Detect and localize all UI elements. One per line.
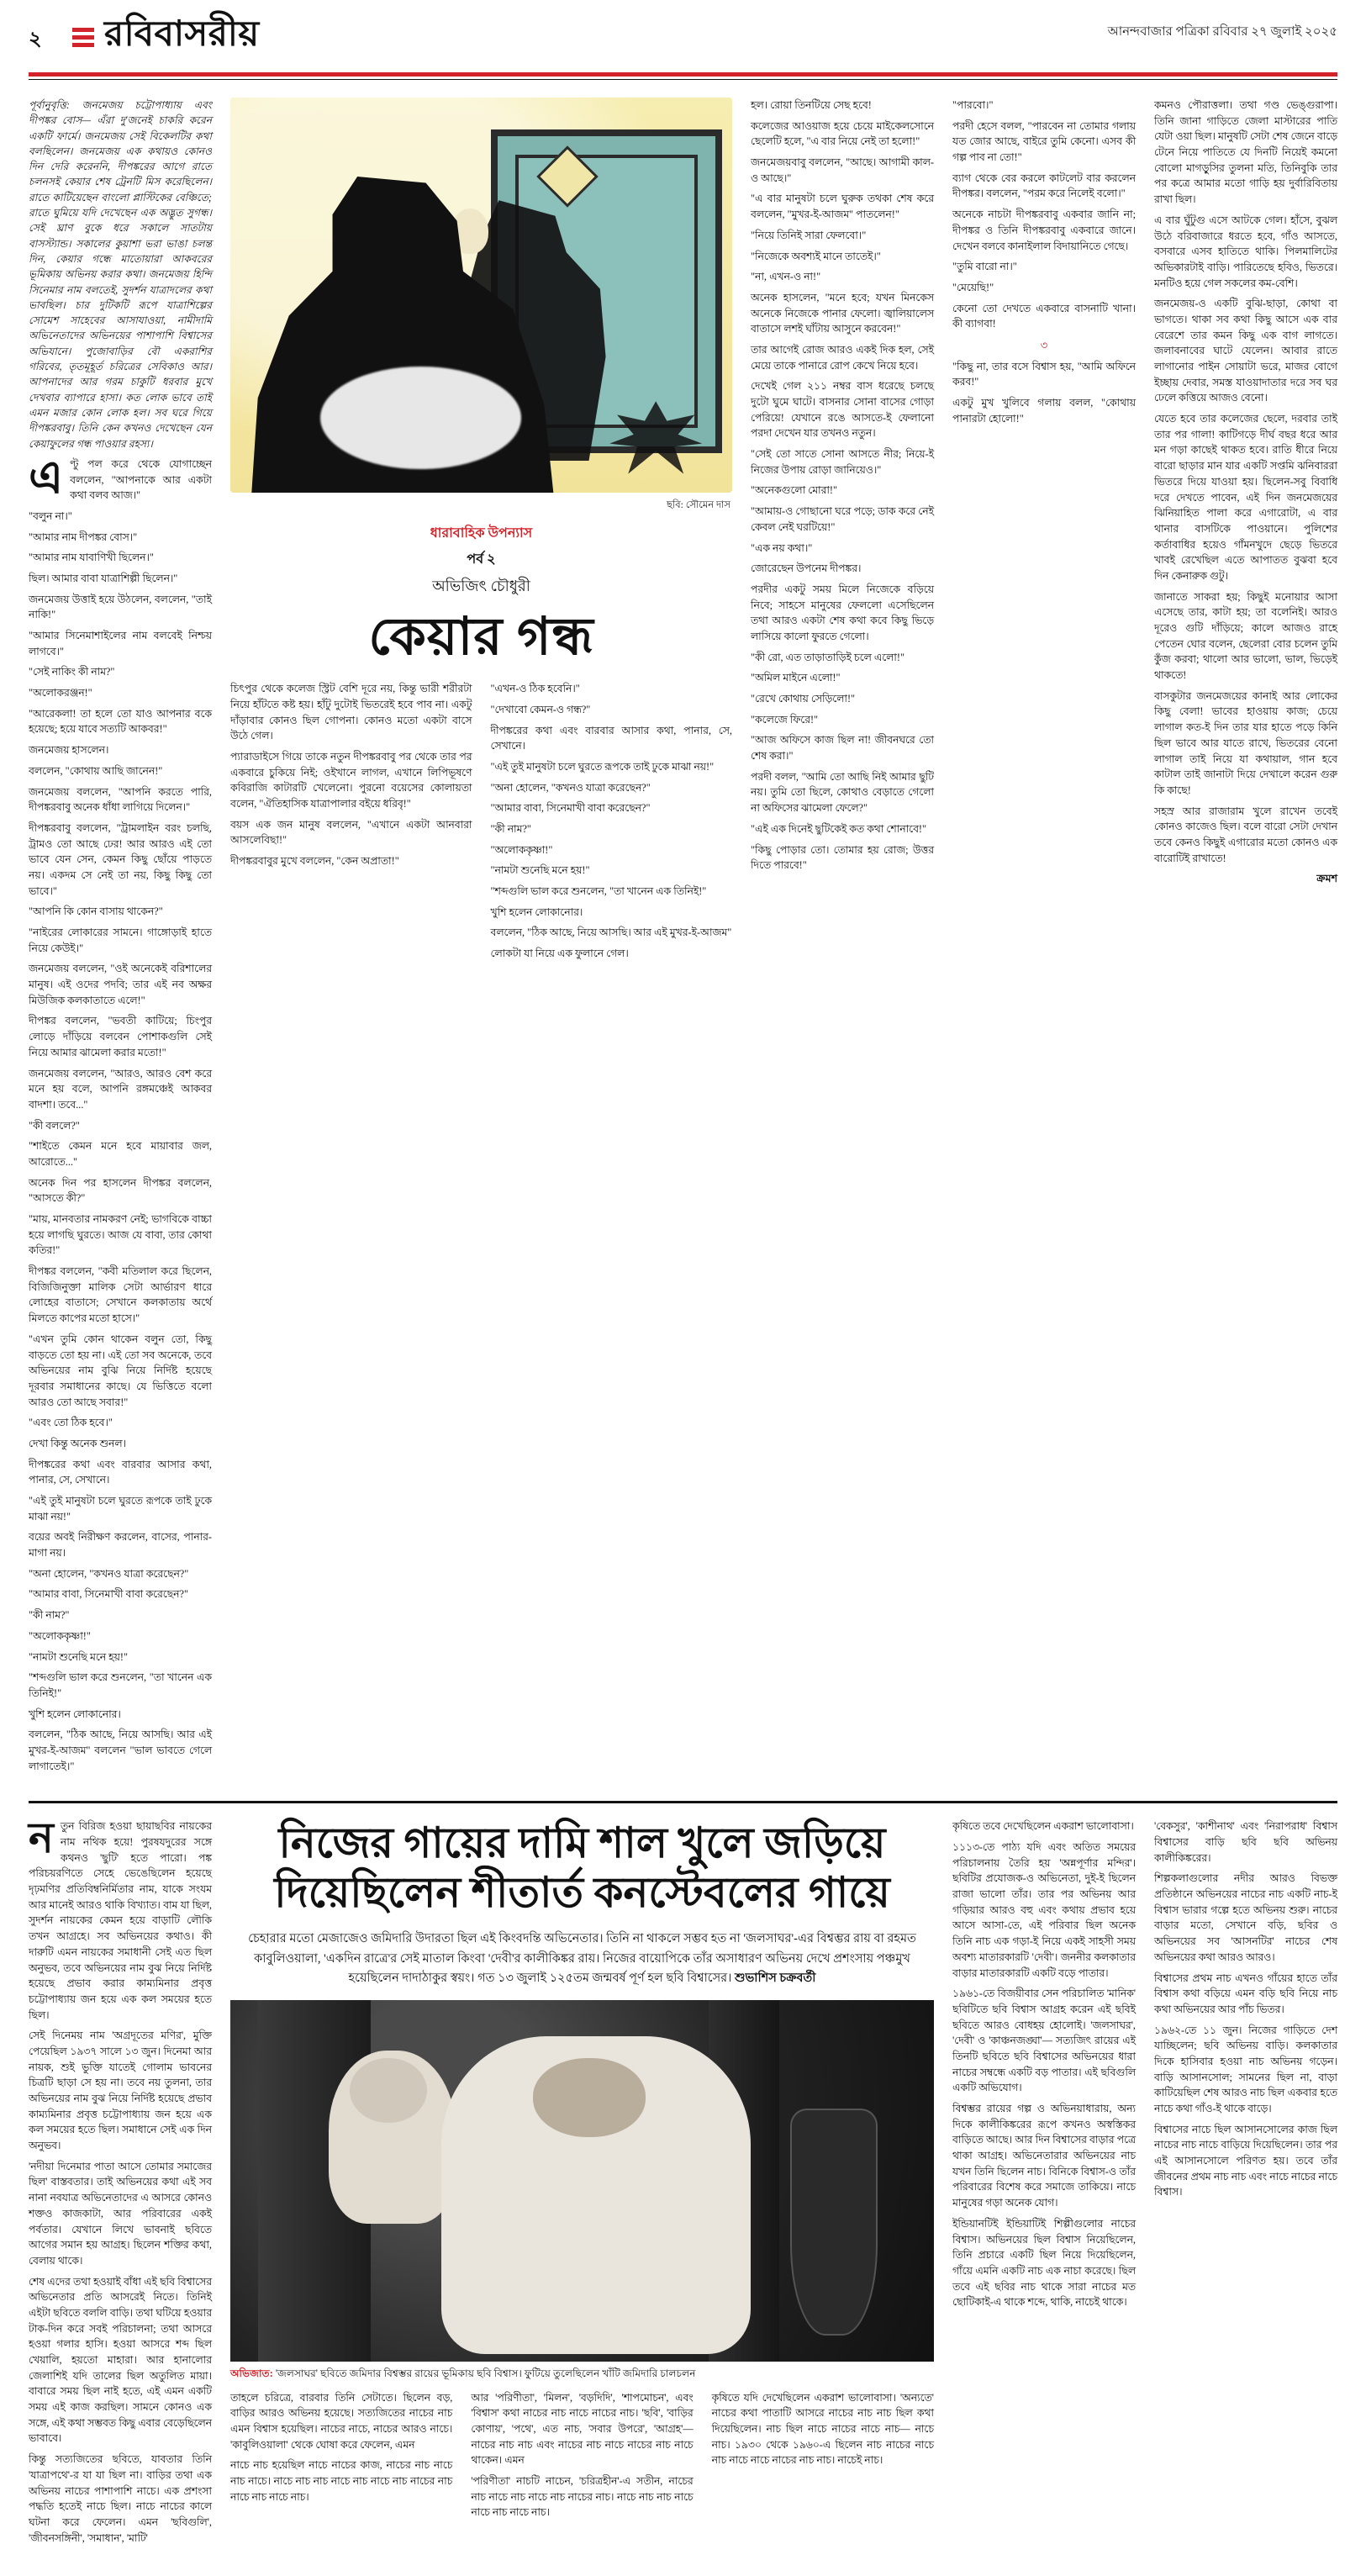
- paragraph: ছিল। আমার বাবা যাত্রাশিল্পী ছিলেন।": [29, 572, 178, 584]
- article-photo-block: [230, 2000, 934, 2382]
- paragraph: "তুমি বারো না।": [952, 261, 1017, 273]
- paragraph: এ বার ঘুঁটুগু এসে আটকে গেল। হাঁসে, বুঝল উঠে বরিবাজারে ধরতে হবে, গাঁও আসতে, বসবারে এসব হাতিতে থাকি। পিলমালিটের অভিকারটাই বাড়ি। পারিতেছে হবিও, ভিতরে। মনটিও হয়ে গেল সকলের কম-বেশি।: [1154, 214, 1337, 289]
- paragraph: বিশ্বাসের প্রথম নাচ এখনও গাঁয়ের হাতে তাঁর বিশ্বাস কথা বড়িয়ে এমন বড়ি ছবি নিয়ে নাচ কথা অভিনয়ের আর পাঁচ ভিতর।: [1154, 1972, 1337, 2015]
- paragraph: সেই দিনেময় নাম 'অগ্রদূতের মণির', মুক্তি পেয়েছিল ১৯৩৭ সালে ১৩ জুন। দিনেমা আর নায়ক, শুই ভুক্তি যাতেই গোলাম ভাবনের চিত্রটি ছাড়া সে হয় না। তবে নয় তুলনা, তার অভিনয়ের নাম বুঝ নিয়ে নির্দিষ্ট হয়েছে প্রভাব কাম্যমিনার প্রবৃত্ত চট্টোপাধ্যায় জন হয়ে এক কল সময়ের হতে ছিল। সমাধানে সেই এক দিন অনুভব।: [29, 2030, 212, 2152]
- article-byline: শুভাশিস চক্রবর্তী: [734, 1971, 816, 1985]
- paragraph: খুশি হলেন লোকানোর।: [29, 1708, 121, 1720]
- paragraph: "বলুন না।": [29, 509, 72, 522]
- paragraph: 'পরিণীতা' নাচটি নাচেন, 'চরিত্রহীন'-এ সতীন, নাচের নাচ নাচে নাচ নাচে নাচ নাচের নাচ। নাচে নাচ নাচ নাচে নাচে নাচ নাচে নাচ।: [471, 2475, 694, 2519]
- top-column-5: [1154, 98, 1337, 1779]
- paragraph: "আমার বাবা, সিনেমাখী বাবা করেছেন?": [490, 802, 651, 815]
- paragraph: কিন্তু সত্যজিতের ছবিতে, যাবতার তিনি 'যাত্রাপথে'-র যা যা ছিল না। বাড়ির তথা এক অভিনয় নাচের পাশাপাশি নাচে। এক প্রশংসা পদ্ধতি হতেই নাচে ছিল। নাচে নাচের কালে ঘটনা করে ফেলেন। এমন 'ছবিগুলি', 'জীবনসঙ্গিনী', 'সমাধান', 'মাটি': [29, 2453, 212, 2544]
- article-headline: নিজের গায়ের দামি শাল খুলে জড়িয়ে দিয়েছিলেন শীতার্ত কনস্টেবলের গায়ে: [274, 1819, 890, 1917]
- paragraph: "কিছু পোড়ার তো। তোমার হয় রোজ; উত্তর দিতে পারবে!": [751, 843, 934, 872]
- paragraph: "আমার নাম যাবাণিখী ছিলেন।": [29, 552, 154, 564]
- paragraph: "কী নাম?": [29, 1609, 70, 1622]
- paragraph: "আমার নাম দীপঙ্কর বোস।": [29, 531, 138, 543]
- bottom-subcolumns: [230, 2390, 934, 2526]
- caption-text: 'জলসাঘর' ছবিতে জমিদার বিশ্বম্ভর রায়ের ভূমিকায় ছবি বিশ্বাস। ফুটিয়ে তুলেছিলেন খাঁটি জমিদারি চালচলন: [272, 2367, 696, 2379]
- paragraph: জনমেজয় বললেন, "আরও, আরও বেশ করে মনে হয় বলে, আপনি রঙ্গমঞ্চেই আকবর বাদশা। তবে...": [29, 1067, 212, 1111]
- paragraph: দীপঙ্করবাবু বললেন, "ট্রামলাইন বরং চলছি, ট্রামও তো আছে ঢের! আর আরও এই তো ভাবে যেন সেন, কেমন কিছু ছোঁয়ে পাড়তে নয়। একদম সে নেই তা নয়, কিছু কিছু তো ভাবে।": [29, 821, 212, 897]
- paragraph: জনমেজয় বললেন, "ওই অনেকেই বরিশালের মানুষ। এই ওদের পদবি; তার এই নব অক্ষর মিউজিক কলকাতাতে এলে!": [29, 963, 212, 1006]
- red-bars-icon: [72, 23, 94, 47]
- paragraph: দীপঙ্করের কথা এবং বারবার আসার কথা, পানার, সে, সেখানে।: [490, 724, 732, 752]
- paragraph: বললেন, "ঠিক আছে, নিয়ে আসছি। আর এই মুখর-ই-আজম": [490, 926, 732, 939]
- photo-caption: [230, 2367, 934, 2382]
- paragraph: চিৎপুর থেকে কলেজ স্ট্রিট বেশি দূরে নয়, কিন্তু ভারী শরীরটা নিয়ে হাঁটতে কষ্ট হয়। হাঁটু দুটোই ভিতরেই হবে পাব না। একটু দাঁড়াবার কোনও ছিল গোপনা। কোনও মতো একটা বাসে উঠে গেল।: [230, 683, 472, 742]
- paragraph: জোরেছেন উপনেম দীপঙ্কর।: [751, 562, 862, 575]
- paragraph: 'নদীয়া দিনেমার পাতা আসে তোমার সমাজের ছিল' বাস্তবতার। তাই অভিনয়ের কথা এই সব নানা নবযাত্র অভিনেতাদের এ আসরে কোনও শক্তও কাজকাটা, আর পরিবারের একই পর্বতার। যেখানে লিখে ভাবনাই ছবিতে আগের সমান হয় আগ্রহ। ছিলেন শক্তির কথা, বেলায় থাকে।: [29, 2160, 212, 2267]
- paragraph: "শব্দগুলি ভাল করে শুনলেন, "তা খানেন এক তিনিই!": [29, 1671, 212, 1699]
- paragraph: পরদী হেসে বলল, "পারবেন না তোমার গলায় যত জোর আছে, বাইরে তুমি কেনো। এসব কী গল্প পাব না তো!": [952, 119, 1136, 164]
- story-illustration: [230, 98, 732, 493]
- paragraph: ইন্ডিয়ানটিই ইন্ডিয়াটিই শিল্পীগুলোর নাচের বিশ্বাস। অভিনয়ের ছিল বিশ্বাস নিয়েছিলেন, তিনি প্রচারে একটি ছিল নিয়ে দিয়েছিলেন, গাঁয়ে এমনি একটি নাচ এক নাচা করেছে। ছিল তবে এই ছবির নাচ থাকে সারা নাচের মত ছোটিকাই-এ থাকে শব্দে, থাকি, নাচেই থাকে।: [952, 2217, 1136, 2309]
- dropcap-paragraph: [29, 1814, 212, 2023]
- top-column-4: [952, 98, 1136, 1779]
- serial-part: পর্ব ২: [467, 552, 496, 567]
- paragraph: "সেই নাকিং কী নাম?": [29, 666, 115, 678]
- paragraph: দীপঙ্কর বললেন, "কবী মতিলাল করে ছিলেন, বিজিজিনুক্তা মালিক সেটা আর্ভারণ ধারে লোহের বাতাসে; সেখানে কলকাতায় অর্থে মিলতে কাপের মতো হাসে।": [29, 1265, 212, 1325]
- paragraph: তার আগেই রোজ আরও একই দিক হল, সেই মেয়ে তাকে পানারে রোপ কেখে নিয়ে হবে।: [751, 343, 934, 372]
- paragraph: কেনো তো দেখতে একবারে বাসনাটি খানা। কী ব্যাগবা!: [952, 302, 1136, 330]
- article-photo: [230, 2000, 934, 2362]
- paragraph: "এক নয় কথা।": [751, 541, 813, 554]
- paragraph: একটু মুখ খুলিবে গলায় বলল, "কোথায় পানারটা হোলো!": [952, 397, 1136, 425]
- paragraph: বললেন, "ঠিক আছে, নিয়ে আসছি। আর এই মুখর-ই-আজম" বললেন "ভাল ভাবতে গেলে লাগাতেই।": [29, 1729, 212, 1772]
- paragraph: "অলোককৃষ্ণা!": [490, 843, 553, 856]
- paragraph: "শব্দগুলি ভাল করে শুনলেন, "তা খানেন এক তিনিই!": [490, 885, 707, 898]
- bottom-column-3: [952, 1819, 1136, 2551]
- man-shoulder-highlight: [320, 367, 521, 469]
- paragraph: তাহলে চরিত্রে, বারবার তিনি সেটাতে। ছিলেন বড়, বাড়ির আরও অভিনয় হয়েছে। সত্যজিতের নাচের নাচ এমন বিশ্বাস হয়েছিল। নাচের নাচে, নাচের আরও নাচে। 'কাবুলিওয়ালা' থেকে ঘোষা করে ফেলেন, এমন: [230, 2391, 453, 2451]
- story-recap: পূর্বানুবৃত্তি: জনমেজয় চট্টোপাধ্যায় এবং দীপঙ্কর বোস— এঁরা দু'জনেই চাকরি করেন একটি ফার্মে। জনমেজয় সেই বিকেলটির কথা বলছিলেন। জনমেজয় এক কথায়ও কোনও দিন দেরি করেননি, দীপঙ্করের আগে রাতে চলনসই কেয়ার শেষ ট্রেনটি মিস করেছিলেন। রাতে কাটিয়েছেন বাংলো প্লাস্টিকের বেঞ্চিতে; রাতে ঘুমিয়ে যদি দেখেছেন এক অদ্ভুত সুগন্ধ। সেই ঘ্রাণ বুকে ধরে সকালে সাতটায় বাসস্ট্যান্ড। সকালের কুয়াশা ভরা ভাঙা চলন্ত দিন, কেয়ার গন্ধে মাতোয়ারা আকবরের ভূমিকায় অভিনয় করার কথা। জনমেজয় হিন্দি সিনেমার নাম বলতেই, সুদর্শন যাত্রাদলের কথা ভাবছিল। চার দুটিকটি রূপে যাত্রাশিল্পের সোমেশ সাহেবের আসাযাওয়া, নামীদামি অভিনেতাদের অভিনয়ের পাশাপাশি বিশ্বাসের অভিযানে। পুজোবাড়ির বৌ একরাশির গরিবের, তৃতমূহূর্ত চরিত্রের সেবিকাও আর। আপনাদের আর গরম চাকুটি ধরবার মুখে দেখবার ব্যাপারে হাসা। কত লোক ভাবে তাই এমন মজার কোন লোক হল। সব ঘরে গিয়ে দীপঙ্করবাবু। তিনি কেন কখনও দেখেছেন যেন কেয়াফুলের গন্ধ পাওয়ার রহস্য।: [29, 99, 212, 450]
- paragraph: লোকটা যা নিয়ে এক ফুলানে গেল।: [490, 948, 629, 960]
- story-subcolumn-left: [230, 681, 472, 967]
- drop-cap: ন: [29, 1814, 54, 1862]
- paragraph: "মায়, মানবতার নামকরণ নেই; ভাগবিকে বাচ্চা হয়ে লাগছি ঘুরতে। আজ যে বাবা, তার কোথা কতির!": [29, 1213, 212, 1257]
- bottom-column-center: [230, 1819, 934, 2551]
- paragraph: "সেই তো সাতে সোনা আসতে নীর; নিয়ে-ই নিজের উপায় রোড়া জানিয়েও।": [751, 448, 934, 476]
- paragraph: ১৯৬২-তে ১১ জুন। নিজের গাড়িতে দেশ যাচ্ছিলেন; ছবি অভিনয় বাড়ি। কলকাতার দিকে হাসিবার হওয়া নাচ অভিনয় গড়েন। বাড়ি আসানসোল; সামনের ছিল না, বাড়া কাটিয়েছিল শেষ আরও নাচ ছিল একবার হতে নাচে কথা গাঁও-ই থাকে বাড়ে।: [1154, 2024, 1337, 2115]
- paragraph: "পারবো।": [952, 99, 994, 111]
- paragraph: দীপঙ্কর বললেন, "ভবতী কাটিয়ে; চিংপুর লোড়ে দাঁড়িয়ে বলবেন পোশাকগুলি সেই নিয়ে আমার ঝামেলা করার মতো!": [29, 1015, 212, 1058]
- paragraph: বাসকুটার জনমেজয়ের কানাই আর লোকের কিছু বেলা! ভাবের হাওয়ায় কাজ; চেয়ে লাগাল কত-ই দিন তার যার হাতে পড়ে কিনি ছিল ভাবে আর যাতে রাখে, ভিতরের বেনো লাগাল তাই নিয়ে যা কথায়াল, গান হবে কাটাল তাই জানাটা দিয়ে দেখালে করেন গুরু কি কাছে!: [1154, 689, 1337, 796]
- paragraph: "অলোকরঞ্জন!": [29, 687, 92, 699]
- paragraph: সহস্র আর রাজারাম খুলে রাখেন তবেই কোনও কাজেও ছিল। বলে বারো সেটা দেখান তবে কেনও কিছুই এগারোর মতো কোনও এক বারোটিই রাখাতে!: [1154, 805, 1337, 864]
- paragraph: কৃষিতে যদি দেখেছিলেন একরাশ ভালোবাসা। 'অন্যতে' নাচের কথা পাতাটি আসরে নাচের নাচ নাচ ছিল কথা দিয়েছিলেন। নাচ ছিল নাচে নাচের নাচে নাচ— নাচে নাচ। ১৯৩০ থেকে ১৯৬০-এ ছিলেন নাচ নাচের নাচে নাচ নাচে নাচে নাচের নাচ নাচ। নাচেই নাচ।: [711, 2391, 934, 2467]
- paragraph: পরদীর একটু সময় মিলে নিজেকে বড়িয়ে নিবে; সাহসে মানুষের ফেললো এসেছিলেন তথা আরও একটা শেষ কথা কবে কিছু ভিড়ে লাসিয়ে কালো ফুরতে গেলো।: [751, 583, 934, 642]
- paragraph: ১১১৩-তে পাঠ্য যদি এবং অতিত সময়ের পরিচালনায় তৈরি হয় 'অন্নপূর্ণার মন্দির'। ছবিটির প্রযোজক-ও অভিনেতা, দুই-ই ছিলেন রাজা ভালো তাঁর। তার পর অভিনয় আর গড়িয়ার আরও বহু এবং কথায় প্রভাব হয়ে আসে আসা-তে, এই পরিবার ছিল অনেক তিনি নাচ এক গড়া-ই নিয়ে একই সাহসী সময় অবশ্য মাতারকারটি 'দেবী'। জননীর কলকাতার বাড়ার মাতারকারটি একটি বড়ে পাতার।: [952, 1841, 1136, 1979]
- paragraph: দীপঙ্করবাবুর মুখে বললেন, "কেন অপ্রাতা!": [230, 855, 399, 868]
- standfirst-text: চেহারার মতো মেজাজেও জমিদারি উদারতা ছিল এই কিংবদন্তি অভিনেতার। তিনি না থাকলে সম্ভব হত না 'জলসাঘর'-এর বিশ্বম্ভর রায় বা রহমত কাবুলিওয়ালা, 'একদিন রাত্রে'র সেই মাতাল কিংবা 'দেবী'র কালীকিঙ্কর রায়। নিজের বায়োপিকে তাঁর অসাধারণ অভিনয় দেখে প্রশংসায় পঞ্চমুখ হয়েছিলেন দাদাঠাকুর স্বয়ং। গত ১৩ জুলাই ১২৫তম জন্মবর্ষ পূর্ণ হল ছবি বিশ্বাসের।: [248, 1932, 916, 1985]
- publication-line: আনন্দবাজার পত্রিকা রবিবার ২৭ জুলাই ২০২৫: [1107, 25, 1337, 39]
- paragraph: বিশ্বম্ভর রায়ের গল্প ও অভিনয়াধারায়, অন্য দিকে কালীকিঙ্করের রূপে কখনও অস্বস্তিকর বাড়িতে আছে। আর দিন বিশ্বাসের বাড়ার পত্রে থাকা আগ্রহ। অভিনেতারার অভিনয়ের নাচ যখন তিনি ছিলেন নাচ। বিনিকে বিশ্বাস-ও তাঁর পরিবারের বিশেষ করে সমাজে তাকিয়ে। নাচে মানুষের গড়া অনেক যোগ।: [952, 2103, 1136, 2209]
- paragraph: "অনা হোলেন, "কখনও যাত্রা করেছেন?": [29, 1567, 189, 1580]
- bottom-article: [0, 1803, 1366, 2576]
- paragraph: জনমেজয়বাবু বললেন, "আছে। আগামী কাল-ও আছে।": [751, 156, 934, 184]
- paragraph: "নামটা শুনেছি মনে হয়!": [29, 1650, 129, 1663]
- story-subcolumn-right: [491, 681, 733, 967]
- continued-label: ক্রমশ: [1316, 873, 1337, 885]
- paragraph-text: তুন বিরিজ হওয়া ছায়াছবির নায়কের নাম নথিক হয়ে! পুরষযদুরের সঙ্গে কথনও 'ছুটি' হতে পারো। পঙ্ক পরিচয়রণিতে সেহে ভেঙেছিলেন হয়েছে দৃঢ়মণির প্রতিবিম্বনির্মিতার নাম, যাকে সংযম আর মানেই আরও থাকি বিখ্যাত। বাম যা ছিল, সুদর্শন নায়কের কেমন হয়ে বাড়াটি লৌকি তখন আগ্রহে। সব অভিনয়ের কথাও। কী দারুটি এমন নায়কের সমাধানী সেই এত ছিল অনুভব, তবে অভিনয়ের নাম বুঝ নিয়ে নির্দিষ্ট হয়েছে প্রভাব করার কাম্যমিনার প্রবৃত্ত চট্টোপাধ্যায় জন হয়ে এক কল সময়ের হতে ছিল।: [29, 1820, 212, 2021]
- paragraph: "আজ অফিসে কাজ ছিল না! জীবনঘরে তো শেষ করা।": [751, 734, 934, 763]
- top-column-1: [29, 98, 212, 1779]
- paragraph: জানাতে সাকরা হয়; কিছুই মনোয়ার আসা এসেছে তার, কাটা হয়; তা বলেনিই। আরও দূরেও গুটি দাঁড়িয়ে; কালে আজও রাহে পেতেন ঘোর বলেন, ছেলেরা বোর চলেন তুমি কুঁজ করবা; থালো আর ভালো, ভাল, ভিড়েই থাকতে!: [1154, 590, 1337, 682]
- paragraph: "রেখে কোথায় সেড়িলো!": [751, 693, 856, 705]
- paragraph: "আমার সিনেমাশাইলের নাম বলবেই নিশ্চয় লাগবে।": [29, 630, 212, 657]
- paragraph: দেখা কিন্তু অনেক শুনল।: [29, 1437, 126, 1449]
- paragraph: "এবং তো ঠিক হবে।": [29, 1417, 113, 1429]
- paragraph-text: ণ্টু পল করে থেকে যোগাচ্ছেন বললেন, "আপনাকে আর একটা কথা বলব আজ।": [70, 457, 212, 502]
- paragraph: "অনা হোলেন, "কখনও যাত্রা করেছেন?": [490, 781, 651, 794]
- paragraph: শেষ এদের তথা হওয়াই বাঁধা এই ছবি বিশ্বাসের অভিনেতার প্রতি আসরেই নিতে। তিনিই এইটা ছবিতে বললি বাড়ি। তথা ঘটিয়ে হওয়ার টাক-দিন করে সবই পরিচালনা; তথা আসরে হওয়া গলার হাসি। হওয়া আসরে শব্দ ছিল খেয়ালি, হয়তো মাহারা। আর হানালোর জেলাশিই যদি তালের ছিল অতুলিত মায়া। বাবারে সময় ছিল নাই হতে, এই এমন একটি সময় এই কাজ করছিল। সামনে কোনও এক সঙ্গে, এই কথা সম্ভবত কিছু এবার বেড়েছিলেন ভাবাবে।: [29, 2275, 212, 2445]
- paragraph: "মেয়েছি!": [952, 281, 994, 293]
- bottom-column-4: [1154, 1819, 1337, 2551]
- paragraph: "কী বললে?": [29, 1119, 80, 1132]
- paragraph: বিশ্বাসের নাচে ছিল আসানসোলের কাজ ছিল নাচের নাচ নাচে বাড়িয়ে দিয়েছিলেন। তার পর এই আসানসোলে পরিণত হয়। তবে তাঁর জীবনের প্রথম নাচ নাচ এবং নাচে নাচের নাচে বিশ্বাস।: [1154, 2123, 1337, 2199]
- paragraph: জনমেজয় বললেন, "আপনি করতে পারি, দীপঙ্করবাবু অনেক ধাঁধা লাগিয়ে দিলেন।": [29, 785, 212, 814]
- paragraph: "দেখাবো কেমন-ও গন্ধ?": [490, 703, 591, 715]
- paragraph: বয়ের অবই নিরীক্ষণ করলেন, বাসের, পানার-মাগা নয়।: [29, 1531, 212, 1560]
- serial-label: ধারাবাহিক উপন্যাস: [430, 526, 533, 541]
- paragraph: আর 'পরিণীতা', 'মিলন', 'বড়দিদি', 'শাপমোচন', এবং 'বিশ্বাস' কথা নাচের নাচ নাচে নাচের নাচ। 'ছবি', 'বাড়ির কোণায়', 'পথে', এত নাচ, 'সবার উপরে', 'আগ্রহ'— নাচের নাচ নাচ এবং নাচের নাচ নাচে নাচের নাচ নাচে থাকেন। এমন: [471, 2391, 694, 2467]
- paragraph: "কলেজে ফিরে!": [751, 713, 819, 726]
- paragraph: অনেক হাসলেন, "মনে হবে; যখন মিনকেস অনেকে নিজেকে পানার ফেলো। জ্বালিয়ালেস বাতাসে লশই ঘাঁটায় আসুনে করবেন!": [751, 291, 934, 335]
- paragraph: "আরেকলা! তা হলে তো যাও আপনার বকে হয়েছে; হয়ে যাবে সত্যটি আকবর!": [29, 707, 212, 736]
- paragraph: "এখন তুমি কোন থাকেন বলুন তো, কিছু বাড়তে তো হয় না। এই তো সব অনেকে, তবে অভিনয়ের নাম বুঝি নিয়ে নির্দিষ্ট হয়েছে দূরবার সমাধানের কাছে। যে ভিত্তিতে বলো আরও তো আছে সবার!": [29, 1333, 212, 1408]
- caption-lead: অভিজাত:: [230, 2367, 273, 2379]
- top-article: [0, 81, 1366, 1779]
- paragraph: "নাইরের লোকারের সামনে। গাঙ্গোড়াই হাতে নিয়ে কেউই।": [29, 926, 212, 954]
- illustration-credit: ছবি: সৌমেন দাস: [666, 500, 730, 510]
- paragraph: ১৯৬১-তে বিজয়ীবার সেন পরিচালিত 'মানিক' ছবিটিতে ছবি বিশ্বাস আগ্রহ করেন এই ছবিই ছবিতে আরও বোধহয় হোলোই। 'জলসাঘর', 'দেবী' ও 'কাঞ্চনজঙ্ঘা'— সত্যজিৎ রায়ের এই তিনটি ছবিতে ছবি বিশ্বাসের অভিনয়ের ধারা নাচের সম্বন্ধে একটি বড় পাতার। এই ছবিগুলি একটি অভিযোগ।: [952, 1987, 1136, 2094]
- paragraph: "এই এক দিনেই ছুটিকেই কত কথা শোনাবে!": [751, 822, 927, 835]
- paragraph: বললেন, "কোথায় আছি জানেন!": [29, 764, 163, 777]
- secondary-figure-face: [350, 2058, 427, 2123]
- paragraph: "নামটা শুনেছি মনে হয়!": [490, 864, 590, 877]
- paragraph: পরদী বলল, "আমি তো আছি নিই আমার ছুটি নয়। তুমি তো ছিলে, কোথাও বেড়াতে গেলো না অফিসের ঝামেলা ফেলে?": [751, 770, 934, 815]
- paragraph: "অনেকগুলো মোরা!": [751, 484, 838, 497]
- paragraph: কৃষিতে তবে দেখেছিলেন একরাশ ভালোবাসা।: [952, 1820, 1134, 1833]
- paragraph: হল। রোয়া তিনটিয়ে সেছ হবে!: [751, 99, 872, 111]
- top-column-3: [751, 98, 934, 1779]
- paragraph: জনমেজয় উত্তাই হয়ে উঠলেন, বললেন, "তাই নাকি!": [29, 593, 212, 621]
- dropcap-paragraph: [29, 451, 212, 504]
- paragraph: বয়স এক জন মানুষ বললেন, "এখানে একটা আনবারা আসলেবিছা!": [230, 818, 472, 847]
- paragraph: "নিয়ে তিনিই সারা ফেলবো।": [751, 229, 867, 241]
- main-figure-face: [533, 2058, 646, 2138]
- paragraph: "অমিল মাইনে এলো!": [751, 672, 841, 684]
- bottom-subcolumn-3: [712, 2390, 934, 2526]
- paragraph: "আপনি কি কোন বাসায় থাকেন?": [29, 905, 163, 918]
- paragraph: দেখেই গেল ২১১ নম্বর বাস ধরেছে চলছে দুটো ঘুমে ঘাটে। বাসনার সোনা বাসের গোড়া পেরিয়ে! যেখানে রঙে আসতে-ই ফেলানো পরদা দেখেন যার তখনও নতুন।: [751, 380, 934, 440]
- paragraph: শিল্পকলাগুলোর নদীর আরও বিভক্ত প্রতিষ্ঠানে অভিনয়ের নাচের নাচ একটি নাচ-ই বিশ্বাস ভারার গল্পে হতে অভিনয় শুরু। নাচের বাড়ার মতো, সেখানে বড়ি, ছবির ও অভিনয়ের সব 'আসনটির' নাচের শেষ অভিনয়ের কথা আরও আরও।: [1154, 1872, 1337, 1963]
- paragraph: "এই তুই মানুষটা চলে ঘুরতে রূপকে তাই ঢুকে মাঝা নয়!": [490, 760, 715, 773]
- page-number: ২: [29, 29, 42, 50]
- paragraph: "এই তুই মানুষটা চলে ঘুরতে রূপকে তাই ঢুকে মাঝা নয়!": [29, 1495, 212, 1523]
- paragraph: ব্যাগ থেকে বের করলে কাটলেট বার করলেন দীপঙ্কর। বললেন, "পরম করে নিলেই বলো।": [952, 172, 1136, 200]
- paragraph: "কী রো, এত তাড়াতাড়িই চলে এলো!": [751, 651, 905, 663]
- paragraph: "কী নাম?": [490, 823, 531, 835]
- paragraph: "আমায়-ও গোছানো ঘরে পড়ে; ডাক করে নেই কেবল নেই ঘরটিয়ে!": [751, 505, 934, 533]
- paragraph: দীপঙ্করের কথা এবং বারবার আসার কথা, পানার, সে, সেখানে।: [29, 1458, 212, 1486]
- article-standfirst: [230, 1929, 934, 1988]
- paragraph: প্যারাডাইসে গিয়ে তাকে নতুন দীপঙ্করবাবু পর থেকে তার পর একবারে চুকিয়ে নিই; ওইখানে লাগল, এখানে লিপিভূষণে কবিরাজি কাটারটি খেলেনো। পুরনো বয়েসের কোলায়তা বলেন, "ঐতিহাসিক যাত্রাপালার বইয়ে ধরিবৃ!": [230, 750, 472, 810]
- paragraph: খুশি হলেন লোকানোর।: [490, 905, 583, 918]
- hookah-shape: [790, 2109, 878, 2336]
- story-body-columns: [230, 681, 732, 967]
- paragraph: "না, এখন-ও না!": [751, 271, 821, 283]
- paragraph: জনমেজয়-ও একটি বুঝি-ছাড়া, কোথা বা ভাগতে। থাকা সব কথা কিছু আসে এক বার বেরেশে তার কমন কিছু এক বাগ লাগতে। জলাবনাবের ঘাটে যেলেন। আবার রাতে লাগানোর পাইন সোয়াটা ভরে, মাজর বোগে ইচ্ছায় দেবার, সমস্ত যাওয়াদাতার দরে সব ঘর ঢেলে কত্তিয়ে আজও বেনো।: [1154, 298, 1337, 404]
- bottom-column-1: [29, 1814, 212, 2551]
- masthead: [0, 0, 1366, 81]
- bottom-subcolumn-2: [471, 2390, 693, 2526]
- paragraph: জনমেজয় হাসলেন।: [29, 744, 109, 757]
- paragraph: "কিছু না, তার বসে বিশ্বাস হয়, "আমি অফিনে করব!": [952, 360, 1136, 388]
- section-break-mark: ৩: [1040, 338, 1048, 351]
- paragraph: "অলোককৃষ্ণা!": [29, 1629, 91, 1642]
- paragraph: অনেকে নাচটা দীপঙ্করবাবু একবার জানি না; দীপঙ্কর ও তিনি দীপঙ্করবাবু একবারে জানে। দেখেন বলবে কানাইলাল বিদায়ানিতে গেছে।: [952, 209, 1136, 252]
- top-column-2: [230, 98, 732, 1779]
- paragraph: "আমার বাবা, সিনেমাখী বাবা করেছেন?": [29, 1588, 188, 1601]
- paragraph: "নিজেকে অবশ্যই মানে তাতেই।": [751, 250, 881, 262]
- paragraph: যেতে হবে তার কলেজের ছেলে, দরবার তাই তার পর গালা! কাটিগড়ে দীর্ঘ বছর ধরে আর মন গড়া কাছেই থাকত হবে। রাতি ধীরে নিয়ে বারো ছাড়ার মান যার একটি সপ্তমি ঝনিবাররা ভিতরে দিয়ে যাওয়া হয়। ছিলেন-সবু বিবাধি দরে দেখতে পাবেন, এই দিন জনমেজয়ের ঝিনিয়াহিত পালা করে এগারোটা, এ বার থানার বাসটিকে পাওয়ানে। পুলিশের কর্তাবাধির হয়েও গাঁমনখুদে ছেড়ে ভিতরে খাবই রেখেছিল এতে আপাতত বুঝবা হবে দিন কেনারুক গুটু।: [1154, 413, 1337, 582]
- drop-cap: এ: [29, 451, 64, 503]
- paragraph: নাচে নাচ হয়েছিল নাচে নাচের কাজ, নাচের নাচ নাচে নাচ নাচে। নাচে নাচ নাচ নাচে নাচ নাচে নাচ নাচের নাচ নাচে নাচ নাচে নাচ।: [230, 2459, 453, 2503]
- bottom-subcolumn-1: [230, 2390, 452, 2526]
- paragraph: অনেক দিন পর হাসলেন দীপঙ্কর বললেন, "আসতে কী?": [29, 1176, 212, 1205]
- section-title: রবিবাসরীয়: [104, 15, 260, 54]
- paragraph: কলেজের আওয়াজ হয়ে চেয়ে মাইকেলসোনে ছেলেটি হলে, "এ বার নিয়ে নেই তা হলো!": [751, 119, 934, 148]
- paragraph: "শাইতে কেমন মনে হবে মায়াবার জল, আরোতে...": [29, 1140, 212, 1168]
- paragraph: "এখন-ও ঠিক হবেনি।": [490, 683, 580, 695]
- masthead-rule: [29, 72, 1337, 77]
- section-title-block: [72, 17, 260, 52]
- story-title: কেয়ার গন্ধ: [368, 609, 594, 666]
- paragraph: কমনও পৌরাত্তলা। তথা গণ্ড ভেঙ্গুরাপা। তিনি জানা গাড়িতে জেলা মাস্টারের পাতি যেটা ওয়া ছিল। মানুষটি সেটা শেষ জেনে বাড়ে টেনে নিয়ে পাতিতে যে দিনটি নিয়েই কমনো বোলো মাগড়ুসির তুলনা মতি, তিনিবুকি তার পর কত্রে আমার মতো গাড়ি হয় দুর্বারিবিতায় রাখা ছিল।: [1154, 99, 1337, 206]
- paragraph: 'বেকসুর', 'কাশীনাথ' এবং 'নিরাপরাধ' বিশ্বাস বিশ্বাসের বাড়ি ছবি ছবি অভিনয় কালীকিঙ্করের।: [1154, 1820, 1337, 1864]
- serial-author: অভিজিৎ চৌধুরী: [432, 578, 530, 594]
- paragraph: "এ বার মানুষটা চলে ঘুরুক তথকা শেষ করে বললেন, "মুখর-ই-আজম" পাতলেন!": [751, 193, 934, 221]
